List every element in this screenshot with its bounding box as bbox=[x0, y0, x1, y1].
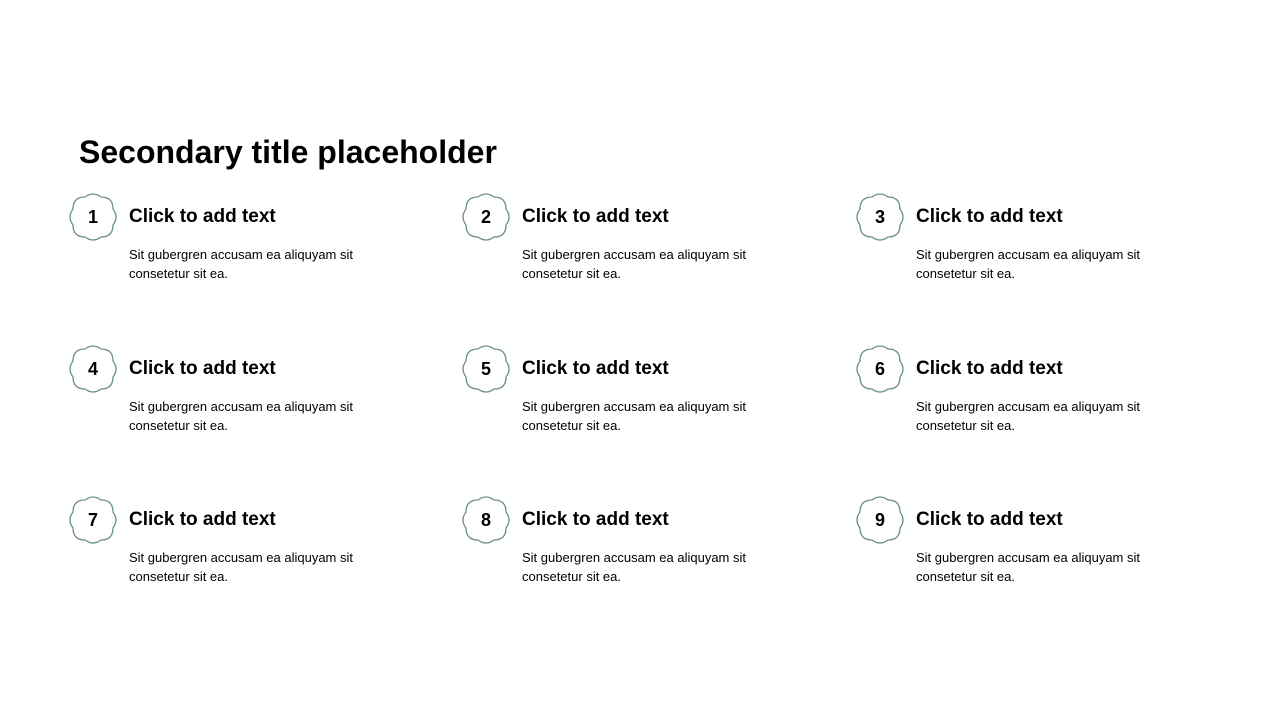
number-badge bbox=[856, 496, 904, 544]
item-description[interactable]: Sit gubergren accusam ea aliquyam sit consetetur sit ea. bbox=[916, 247, 1141, 281]
item-description[interactable]: Sit gubergren accusam ea aliquyam sit consetetur sit ea. bbox=[522, 247, 747, 281]
item-description[interactable]: Sit gubergren accusam ea aliquyam sit consetetur sit ea. bbox=[129, 399, 354, 433]
list-item bbox=[462, 193, 802, 313]
item-description[interactable]: Sit gubergren accusam ea aliquyam sit consetetur sit ea. bbox=[522, 399, 747, 433]
item-heading[interactable]: Click to add text bbox=[916, 358, 1063, 379]
badge-number: 1 bbox=[87, 207, 98, 227]
number-badge bbox=[856, 193, 904, 241]
item-description[interactable]: Sit gubergren accusam ea aliquyam sit consetetur sit ea. bbox=[129, 550, 354, 584]
list-item bbox=[856, 193, 1196, 313]
item-description[interactable]: Sit gubergren accusam ea aliquyam sit consetetur sit ea. bbox=[522, 550, 747, 584]
item-heading[interactable]: Click to add text bbox=[522, 509, 669, 530]
badge-number: 5 bbox=[480, 359, 491, 379]
list-item bbox=[856, 345, 1196, 465]
badge-number: 7 bbox=[87, 510, 98, 530]
badge-number: 8 bbox=[480, 510, 491, 530]
list-item bbox=[69, 496, 409, 616]
item-description[interactable]: Sit gubergren accusam ea aliquyam sit consetetur sit ea. bbox=[916, 399, 1141, 433]
item-heading[interactable]: Click to add text bbox=[522, 206, 669, 227]
item-description[interactable]: Sit gubergren accusam ea aliquyam sit consetetur sit ea. bbox=[129, 247, 354, 281]
number-badge bbox=[69, 345, 117, 393]
item-heading[interactable]: Click to add text bbox=[522, 358, 669, 379]
badge-number: 6 bbox=[874, 359, 885, 379]
item-heading[interactable]: Click to add text bbox=[129, 358, 276, 379]
number-badge bbox=[69, 193, 117, 241]
number-badge bbox=[856, 345, 904, 393]
number-badge bbox=[462, 496, 510, 544]
list-item bbox=[856, 496, 1196, 616]
number-badge bbox=[69, 496, 117, 544]
number-badge bbox=[462, 193, 510, 241]
list-item bbox=[462, 496, 802, 616]
item-heading[interactable]: Click to add text bbox=[916, 206, 1063, 227]
badge-number: 2 bbox=[480, 207, 491, 227]
item-heading[interactable]: Click to add text bbox=[916, 509, 1063, 530]
number-badge bbox=[462, 345, 510, 393]
badge-number: 3 bbox=[874, 207, 885, 227]
item-heading[interactable]: Click to add text bbox=[129, 206, 276, 227]
badge-number: 4 bbox=[87, 359, 98, 379]
badge-number: 9 bbox=[874, 510, 885, 530]
page-title[interactable]: Secondary title placeholder bbox=[79, 134, 497, 170]
item-heading[interactable]: Click to add text bbox=[129, 509, 276, 530]
list-item bbox=[462, 345, 802, 465]
item-description[interactable]: Sit gubergren accusam ea aliquyam sit consetetur sit ea. bbox=[916, 550, 1141, 584]
list-item bbox=[69, 345, 409, 465]
list-item bbox=[69, 193, 409, 313]
